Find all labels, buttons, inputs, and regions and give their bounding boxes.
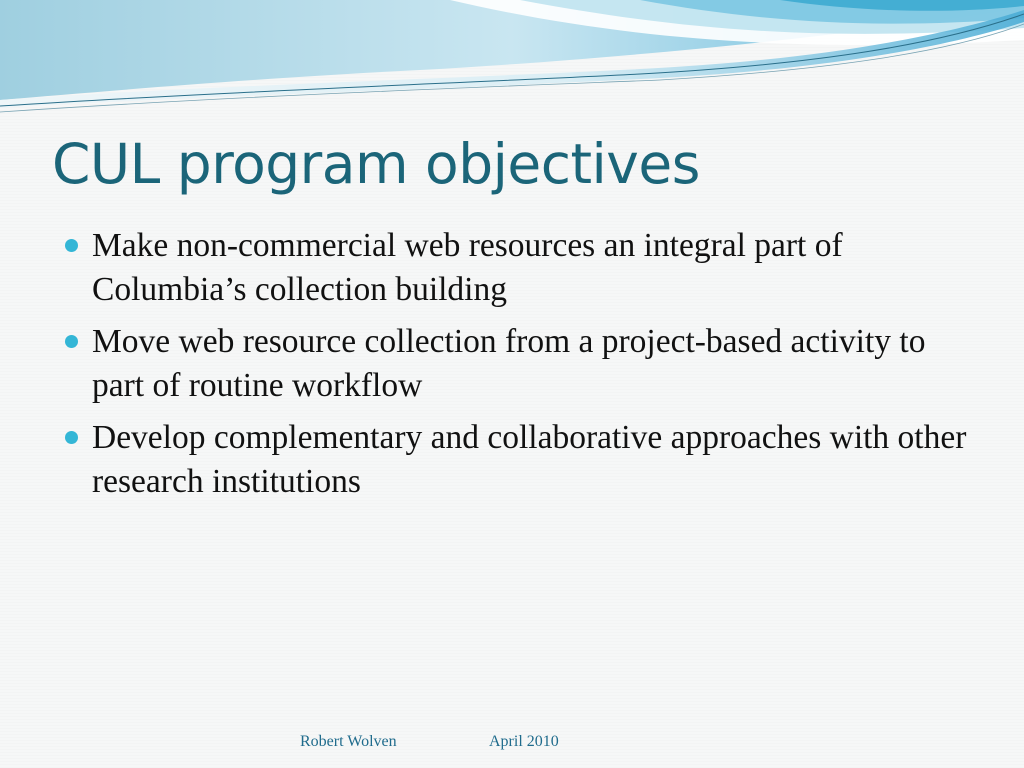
slide-title: CUL program objectives [52, 132, 700, 196]
header-wave-decoration [0, 0, 1024, 130]
footer-author: Robert Wolven [300, 733, 397, 750]
bullet-item [60, 416, 980, 504]
bullet-list [60, 224, 980, 512]
bullet-dot-icon [65, 431, 78, 444]
bullet-item [60, 224, 980, 312]
bullet-dot-icon [65, 335, 78, 348]
footer-date: April 2010 [489, 733, 559, 750]
bullet-text: Make non-commercial web resources an integral part of Columbia’s collection building [92, 227, 843, 308]
bullet-text: Develop complementary and collaborative approaches with other research institutions [92, 419, 967, 500]
bullet-text: Move web resource collection from a project-based activity to part of routine workflow [92, 323, 926, 404]
bullet-dot-icon [65, 239, 78, 252]
bullet-item [60, 320, 980, 408]
